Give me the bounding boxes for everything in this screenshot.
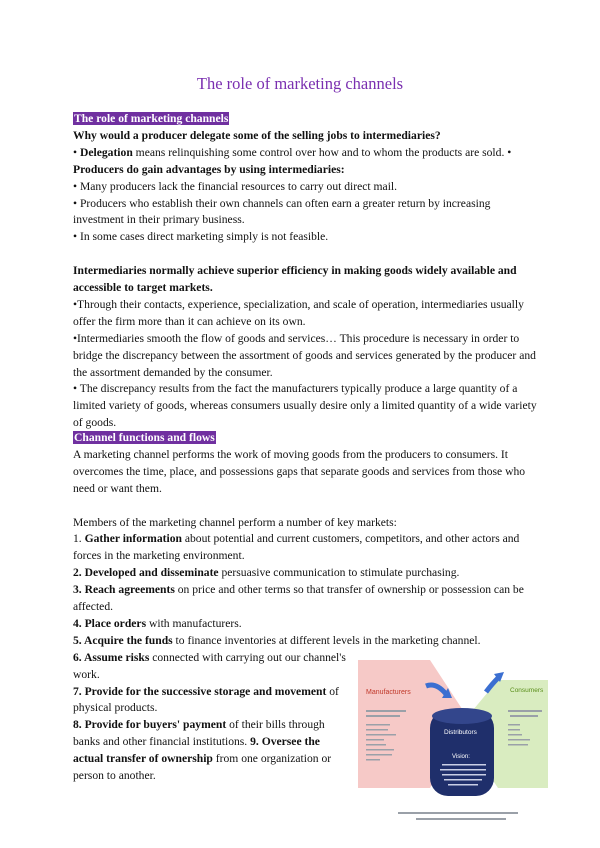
intro-paragraph: A marketing channel performs the work of moving goods from the producers to consumers. It overcomes the time, place, and possessions gaps that separate goods and services from those who need or want them. <box>73 447 526 495</box>
delegation-paragraph <box>73 145 543 162</box>
wrapped-items <box>73 650 353 785</box>
section-role-of-channels <box>73 111 543 432</box>
page-title: The role of marketing channels <box>196 74 404 93</box>
item-number: 1. <box>73 532 85 546</box>
channel-diagram <box>358 648 548 826</box>
distributors-label: Distributors <box>444 729 477 736</box>
item-text: to finance inventories at different levels in the marketing channel. <box>172 633 481 647</box>
vision-label: Vision: <box>452 754 470 760</box>
bullet: • <box>73 145 80 159</box>
item-text: of physical products. <box>73 684 339 715</box>
item-term: Developed and disseminate <box>84 566 219 580</box>
efficiency-heading: Intermediaries normally achieve superior efficiency in making goods widely available and accessible to target markets. <box>73 264 517 295</box>
efficiency-point: •Intermediaries smooth the flow of goods and services… This procedure is necessary in order to bridge the discrepancy between the assortment of goods and services generated by the producer and the assortment demanded by the consumer. <box>73 331 536 379</box>
item-term: Reach agreements <box>84 583 175 597</box>
channel-diagram-svg <box>358 648 548 826</box>
item-term: 6. Assume risks <box>73 650 150 664</box>
item-text: about potential and current customers, competitors, and other actors and forces in the marketing environment. <box>73 532 520 563</box>
members-intro: Members of the marketing channel perform a number of key markets: <box>73 515 397 529</box>
delegation-term: Delegation <box>79 145 133 159</box>
item-term: Acquire the funds <box>83 633 173 647</box>
manufacturers-label: Manufacturers <box>366 689 411 696</box>
item-term: 7. Provide for the successive storage and movement <box>73 684 327 698</box>
producers-gain-heading: Producers do gain advantages by using intermediaries: <box>73 162 345 176</box>
item-number: 4. <box>73 616 85 630</box>
item-text: persuasive communication to stimulate purchasing. <box>218 566 460 580</box>
function-item <box>73 531 543 565</box>
question-line: Why would a producer delegate some of the selling jobs to intermediaries? <box>73 128 441 142</box>
efficiency-point: • The discrepancy results from the fact the manufacturers typically produce a large quantity of a limited variety of goods, whereas consumers usually desire only a limited quantity of a wide variety of goods. <box>73 382 537 430</box>
function-item <box>73 650 353 684</box>
bullet-item: • Many producers lack the financial resources to carry out direct mail. <box>73 179 398 193</box>
item-text: on price and other terms so that transfer of ownership or possession can be affected. <box>73 583 524 614</box>
function-item <box>73 717 353 785</box>
item-number: 2. <box>73 566 85 580</box>
bullet-item: • Producers who establish their own channels can often earn a greater return by increasing investment in their primary business. <box>73 196 491 227</box>
function-item <box>73 684 353 718</box>
item-number: 5. <box>73 633 84 647</box>
section-heading: The role of marketing channels <box>74 112 229 125</box>
item-text: with manufacturers. <box>146 616 242 630</box>
efficiency-point: •Through their contacts, experience, specialization, and scale of operation, intermediaries usually offer the firm more than it can achieve on its own. <box>73 297 524 328</box>
function-item <box>73 565 543 582</box>
item-text: connected with carrying out our channel's work. <box>73 650 346 681</box>
function-item <box>73 582 543 616</box>
item-text: of their bills through banks and other financial institutions. <box>73 718 325 749</box>
item-term: Place orders <box>84 616 147 630</box>
item-term: 9. Oversee the actual transfer of ownership <box>73 735 320 766</box>
distributors-top <box>432 708 492 724</box>
bullet-item: • In some cases direct marketing simply is not feasible. <box>73 230 329 244</box>
consumers-label: Consumers <box>510 687 544 694</box>
function-item <box>73 616 543 633</box>
item-term: Gather information <box>84 532 182 546</box>
section-heading: Channel functions and flows <box>74 431 215 444</box>
item-term: 8. Provide for buyers' payment <box>73 718 227 732</box>
item-number: 3. <box>73 583 85 597</box>
delegation-text: means relinquishing some control over how and to whom the products are sold. • <box>132 145 512 159</box>
item-text: from one organization or person to another. <box>73 752 332 783</box>
